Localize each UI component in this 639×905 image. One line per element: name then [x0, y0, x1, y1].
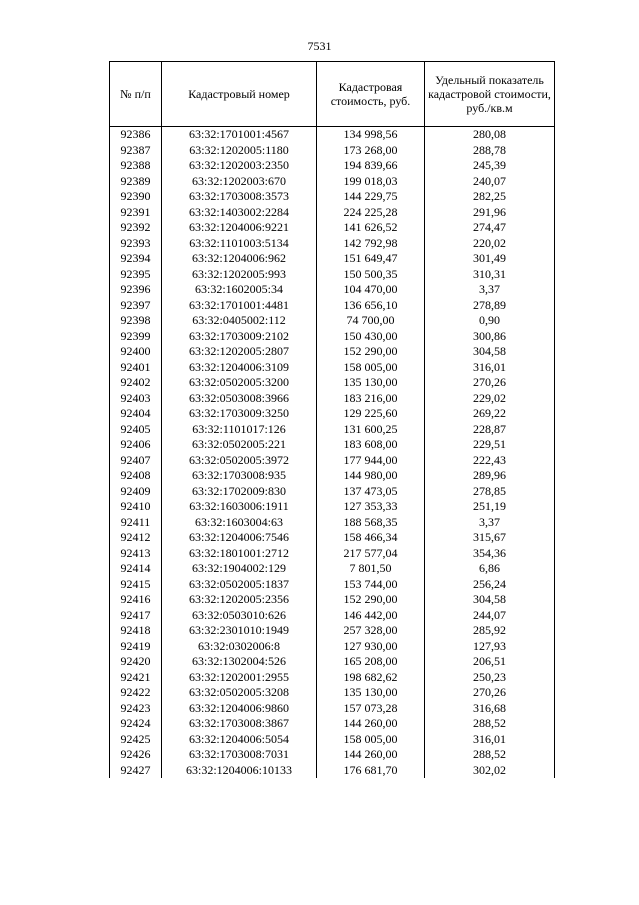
cell-specific-indicator: 278,89: [425, 298, 555, 314]
cell-specific-indicator: 206,51: [425, 654, 555, 670]
cell-num: 92393: [110, 236, 162, 252]
cell-specific-indicator: 240,07: [425, 174, 555, 190]
table-row: [110, 158, 555, 174]
cell-num: 92420: [110, 654, 162, 670]
cell-cadastral-value: 135 130,00: [317, 685, 425, 701]
cell-num: 92427: [110, 763, 162, 779]
cell-cadastral-number: 63:32:1202003:670: [162, 174, 317, 190]
table-row: [110, 189, 555, 205]
cell-num: 92386: [110, 127, 162, 143]
cell-cadastral-value: 176 681,70: [317, 763, 425, 779]
cell-num: 92419: [110, 639, 162, 655]
table-row: [110, 499, 555, 515]
cell-specific-indicator: 316,01: [425, 360, 555, 376]
table-header: [110, 62, 555, 127]
cell-cadastral-number: 63:32:1204006:7546: [162, 530, 317, 546]
cell-specific-indicator: 274,47: [425, 220, 555, 236]
cell-cadastral-number: 63:32:1204006:5054: [162, 732, 317, 748]
table-row: [110, 747, 555, 763]
cell-cadastral-value: 153 744,00: [317, 577, 425, 593]
cell-cadastral-number: 63:32:1204006:3109: [162, 360, 317, 376]
table-row: [110, 623, 555, 639]
cell-cadastral-value: 104 470,00: [317, 282, 425, 298]
cell-specific-indicator: 280,08: [425, 127, 555, 143]
cell-cadastral-number: 63:32:0502005:3200: [162, 375, 317, 391]
cell-cadastral-value: 188 568,35: [317, 515, 425, 531]
table-row: [110, 360, 555, 376]
cell-specific-indicator: 301,49: [425, 251, 555, 267]
cell-cadastral-value: 146 442,00: [317, 608, 425, 624]
cell-cadastral-value: 151 649,47: [317, 251, 425, 267]
cell-cadastral-number: 63:32:0405002:112: [162, 313, 317, 329]
cell-num: 92389: [110, 174, 162, 190]
table-row: [110, 236, 555, 252]
table-row: [110, 127, 555, 143]
cell-num: 92425: [110, 732, 162, 748]
cell-specific-indicator: 304,58: [425, 344, 555, 360]
cell-specific-indicator: 127,93: [425, 639, 555, 655]
cell-cadastral-value: 7 801,50: [317, 561, 425, 577]
table-row: [110, 701, 555, 717]
cell-cadastral-number: 63:32:1702009:830: [162, 484, 317, 500]
table-row: [110, 143, 555, 159]
cell-specific-indicator: 222,43: [425, 453, 555, 469]
cell-cadastral-number: 63:32:1602005:34: [162, 282, 317, 298]
cell-cadastral-number: 63:32:1302004:526: [162, 654, 317, 670]
table-row: [110, 577, 555, 593]
cell-cadastral-value: 137 473,05: [317, 484, 425, 500]
cell-num: 92418: [110, 623, 162, 639]
table-row: [110, 670, 555, 686]
cell-specific-indicator: 245,39: [425, 158, 555, 174]
cell-num: 92423: [110, 701, 162, 717]
table-row: [110, 515, 555, 531]
cell-cadastral-number: 63:32:1101003:5134: [162, 236, 317, 252]
cell-cadastral-value: 165 208,00: [317, 654, 425, 670]
cell-num: 92422: [110, 685, 162, 701]
table-row: [110, 763, 555, 779]
cell-cadastral-value: 198 682,62: [317, 670, 425, 686]
cell-cadastral-value: 194 839,66: [317, 158, 425, 174]
cell-cadastral-value: 157 073,28: [317, 701, 425, 717]
cell-cadastral-value: 150 500,35: [317, 267, 425, 283]
cell-cadastral-value: 224 225,28: [317, 205, 425, 221]
cell-cadastral-value: 152 290,00: [317, 344, 425, 360]
cell-cadastral-value: 144 229,75: [317, 189, 425, 205]
cell-num: 92426: [110, 747, 162, 763]
table-row: [110, 174, 555, 190]
cell-specific-indicator: 354,36: [425, 546, 555, 562]
cell-specific-indicator: 251,19: [425, 499, 555, 515]
cell-cadastral-value: 173 268,00: [317, 143, 425, 159]
cell-num: 92415: [110, 577, 162, 593]
cell-cadastral-value: 135 130,00: [317, 375, 425, 391]
cell-specific-indicator: 256,24: [425, 577, 555, 593]
cell-specific-indicator: 220,02: [425, 236, 555, 252]
table-row: [110, 468, 555, 484]
cell-specific-indicator: 244,07: [425, 608, 555, 624]
cell-specific-indicator: 282,25: [425, 189, 555, 205]
cell-cadastral-value: 177 944,00: [317, 453, 425, 469]
cell-cadastral-value: 158 005,00: [317, 732, 425, 748]
cell-specific-indicator: 229,02: [425, 391, 555, 407]
cell-cadastral-number: 63:32:0302006:8: [162, 639, 317, 655]
cell-cadastral-value: 131 600,25: [317, 422, 425, 438]
cell-cadastral-value: 257 328,00: [317, 623, 425, 639]
cell-specific-indicator: 316,01: [425, 732, 555, 748]
header-cadastral-number: Кадастровый номер: [162, 62, 317, 127]
cell-specific-indicator: 288,78: [425, 143, 555, 159]
cell-specific-indicator: 300,86: [425, 329, 555, 345]
cell-cadastral-value: 158 466,34: [317, 530, 425, 546]
cell-num: 92396: [110, 282, 162, 298]
header-cadastral-value: Кадастровая стоимость, руб.: [317, 62, 425, 127]
table-row: [110, 220, 555, 236]
cell-cadastral-value: 142 792,98: [317, 236, 425, 252]
cell-cadastral-number: 63:32:2301010:1949: [162, 623, 317, 639]
cell-cadastral-number: 63:32:1202005:2807: [162, 344, 317, 360]
table-row: [110, 437, 555, 453]
cell-specific-indicator: 270,26: [425, 375, 555, 391]
table-row: [110, 716, 555, 732]
cell-num: 92402: [110, 375, 162, 391]
table-row: [110, 685, 555, 701]
cell-cadastral-number: 63:32:1801001:2712: [162, 546, 317, 562]
cell-num: 92407: [110, 453, 162, 469]
cell-specific-indicator: 6,86: [425, 561, 555, 577]
cell-specific-indicator: 228,87: [425, 422, 555, 438]
table-row: [110, 422, 555, 438]
cell-cadastral-value: 129 225,60: [317, 406, 425, 422]
table-row: [110, 391, 555, 407]
table-row: [110, 329, 555, 345]
cell-cadastral-value: 141 626,52: [317, 220, 425, 236]
cell-cadastral-number: 63:32:0502005:1837: [162, 577, 317, 593]
cell-cadastral-number: 63:32:1204006:9221: [162, 220, 317, 236]
cell-cadastral-number: 63:32:1703008:3867: [162, 716, 317, 732]
cell-cadastral-number: 63:32:1904002:129: [162, 561, 317, 577]
cell-cadastral-value: 150 430,00: [317, 329, 425, 345]
header-num: № п/п: [110, 62, 162, 127]
cell-specific-indicator: 310,31: [425, 267, 555, 283]
table-row: [110, 592, 555, 608]
cell-cadastral-value: 199 018,03: [317, 174, 425, 190]
cell-cadastral-number: 63:32:1202005:1180: [162, 143, 317, 159]
table-body: [110, 127, 555, 779]
table-row: [110, 375, 555, 391]
cell-specific-indicator: 291,96: [425, 205, 555, 221]
cell-cadastral-value: 144 260,00: [317, 747, 425, 763]
cell-specific-indicator: 3,37: [425, 515, 555, 531]
table-row: [110, 313, 555, 329]
cell-cadastral-number: 63:32:1202005:993: [162, 267, 317, 283]
cell-cadastral-value: 183 608,00: [317, 437, 425, 453]
cell-cadastral-number: 63:32:1204006:962: [162, 251, 317, 267]
table-row: [110, 298, 555, 314]
table-row: [110, 484, 555, 500]
cell-num: 92412: [110, 530, 162, 546]
table-row: [110, 344, 555, 360]
cell-specific-indicator: 315,67: [425, 530, 555, 546]
cell-num: 92390: [110, 189, 162, 205]
cell-num: 92405: [110, 422, 162, 438]
cell-specific-indicator: 278,85: [425, 484, 555, 500]
cell-num: 92413: [110, 546, 162, 562]
cell-cadastral-number: 63:32:1703009:3250: [162, 406, 317, 422]
cell-num: 92408: [110, 468, 162, 484]
cell-cadastral-number: 63:32:1202005:2356: [162, 592, 317, 608]
cell-num: 92395: [110, 267, 162, 283]
cell-cadastral-number: 63:32:1703008:7031: [162, 747, 317, 763]
cell-num: 92391: [110, 205, 162, 221]
table-row: [110, 530, 555, 546]
cell-cadastral-number: 63:32:1703008:935: [162, 468, 317, 484]
cell-cadastral-value: 74 700,00: [317, 313, 425, 329]
table-row: [110, 282, 555, 298]
cell-specific-indicator: 269,22: [425, 406, 555, 422]
cell-specific-indicator: 229,51: [425, 437, 555, 453]
cell-cadastral-number: 63:32:0503008:3966: [162, 391, 317, 407]
table-row: [110, 205, 555, 221]
header-specific-indicator: Удельный показатель кадастровой стоимости, руб./кв.м: [425, 62, 555, 127]
cell-cadastral-value: 136 656,10: [317, 298, 425, 314]
cell-cadastral-number: 63:32:1204006:10133: [162, 763, 317, 779]
table-row: [110, 639, 555, 655]
cell-num: 92397: [110, 298, 162, 314]
cell-num: 92421: [110, 670, 162, 686]
cell-num: 92414: [110, 561, 162, 577]
cell-cadastral-value: 127 353,33: [317, 499, 425, 515]
cell-num: 92411: [110, 515, 162, 531]
cell-cadastral-number: 63:32:1603006:1911: [162, 499, 317, 515]
cell-num: 92398: [110, 313, 162, 329]
cell-num: 92417: [110, 608, 162, 624]
cell-num: 92416: [110, 592, 162, 608]
cell-specific-indicator: 288,52: [425, 716, 555, 732]
table-row: [110, 251, 555, 267]
cell-cadastral-number: 63:32:0503010:626: [162, 608, 317, 624]
cell-cadastral-value: 152 290,00: [317, 592, 425, 608]
cell-cadastral-number: 63:32:0502005:3972: [162, 453, 317, 469]
table-row: [110, 561, 555, 577]
cell-specific-indicator: 285,92: [425, 623, 555, 639]
cell-specific-indicator: 304,58: [425, 592, 555, 608]
cell-cadastral-number: 63:32:1701001:4567: [162, 127, 317, 143]
cell-cadastral-value: 144 980,00: [317, 468, 425, 484]
cell-cadastral-number: 63:32:1101017:126: [162, 422, 317, 438]
page-number: 7531: [307, 39, 332, 53]
cell-cadastral-value: 158 005,00: [317, 360, 425, 376]
cell-num: 92392: [110, 220, 162, 236]
cell-num: 92388: [110, 158, 162, 174]
table-row: [110, 732, 555, 748]
cell-specific-indicator: 250,23: [425, 670, 555, 686]
cell-num: 92410: [110, 499, 162, 515]
table-row: [110, 453, 555, 469]
cell-cadastral-number: 63:32:1202003:2350: [162, 158, 317, 174]
table-row: [110, 654, 555, 670]
cell-cadastral-number: 63:32:1603004:63: [162, 515, 317, 531]
cell-num: 92403: [110, 391, 162, 407]
cell-num: 92409: [110, 484, 162, 500]
cell-num: 92401: [110, 360, 162, 376]
cell-specific-indicator: 3,37: [425, 282, 555, 298]
cell-cadastral-number: 63:32:1202001:2955: [162, 670, 317, 686]
cadastral-table: [109, 61, 555, 778]
cell-num: 92399: [110, 329, 162, 345]
cell-num: 92406: [110, 437, 162, 453]
cell-cadastral-value: 144 260,00: [317, 716, 425, 732]
cell-cadastral-number: 63:32:1701001:4481: [162, 298, 317, 314]
cell-cadastral-value: 134 998,56: [317, 127, 425, 143]
header-row: [110, 62, 555, 127]
cell-specific-indicator: 270,26: [425, 685, 555, 701]
cell-specific-indicator: 0,90: [425, 313, 555, 329]
cell-num: 92424: [110, 716, 162, 732]
cell-cadastral-number: 63:32:1703009:2102: [162, 329, 317, 345]
cell-specific-indicator: 302,02: [425, 763, 555, 779]
table-row: [110, 546, 555, 562]
cell-cadastral-number: 63:32:1703008:3573: [162, 189, 317, 205]
cell-cadastral-value: 127 930,00: [317, 639, 425, 655]
cell-cadastral-number: 63:32:1204006:9860: [162, 701, 317, 717]
cell-cadastral-number: 63:32:0502005:3208: [162, 685, 317, 701]
cell-cadastral-number: 63:32:0502005:221: [162, 437, 317, 453]
cell-specific-indicator: 316,68: [425, 701, 555, 717]
cell-cadastral-number: 63:32:1403002:2284: [162, 205, 317, 221]
cell-specific-indicator: 288,52: [425, 747, 555, 763]
cell-num: 92387: [110, 143, 162, 159]
cell-cadastral-value: 217 577,04: [317, 546, 425, 562]
cell-num: 92394: [110, 251, 162, 267]
cell-cadastral-value: 183 216,00: [317, 391, 425, 407]
table-row: [110, 267, 555, 283]
cell-specific-indicator: 289,96: [425, 468, 555, 484]
table-row: [110, 608, 555, 624]
cell-num: 92400: [110, 344, 162, 360]
table-row: [110, 406, 555, 422]
cell-num: 92404: [110, 406, 162, 422]
